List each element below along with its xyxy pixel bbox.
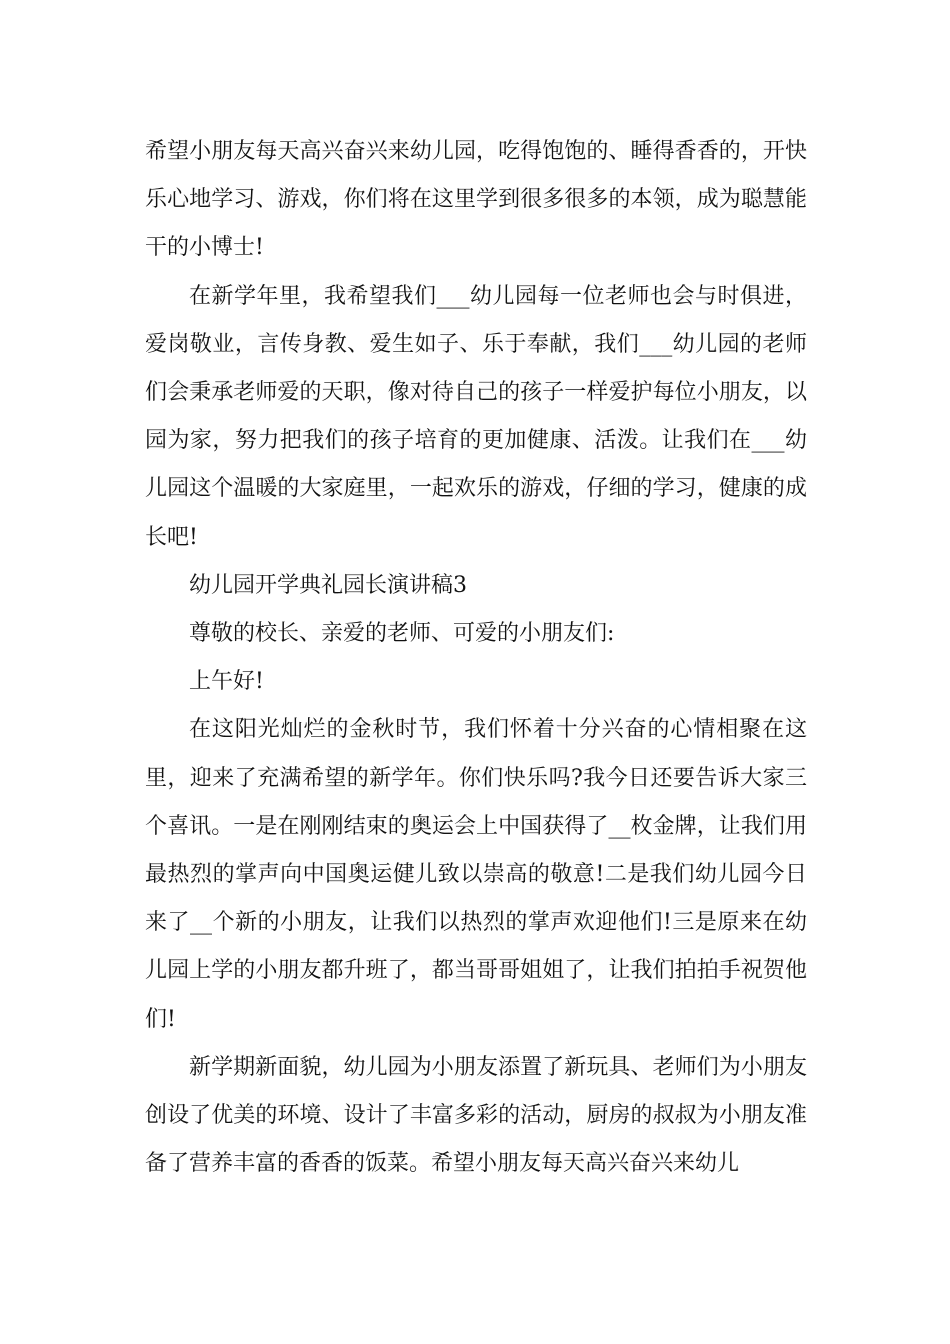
salutation: 尊敬的校长、亲爱的老师、可爱的小朋友们:: [189, 621, 615, 647]
paragraph-3: 在这阳光灿烂的金秋时节，我们怀着十分兴奋的心情相聚在这里，迎来了充满希望的新学年。你们快乐吗?我今日还要告诉大家三个喜讯。一是在刚刚结束的奥运会上中国获得了__枚金牌，让我们用最热烈的掌声向中国奥运健儿致以崇高的敬意!二是我们幼儿园今日来了__个新的小朋友，让我们以热烈的掌声欢迎他们!三是原来在幼儿园上学的小朋友都升班了，都当哥哥姐姐了，让我们拍拍手祝贺他们!: [145, 717, 807, 1032]
paragraph-2: 在新学年里，我希望我们___幼儿园每一位老师也会与时俱进，爱岗敬业，言传身教、爱生如子、乐于奉献，我们___幼儿园的老师们会秉承老师爱的天职，像对待自己的孩子一样爱护每位小朋友，以园为家，努力把我们的孩子培育的更加健康、活泼。让我们在___幼儿园这个温暖的大家庭里，一起欢乐的游戏，仔细的学习，健康的成长吧!: [145, 283, 807, 550]
paragraph-4: 新学期新面貌，幼儿园为小朋友添置了新玩具、老师们为小朋友创设了优美的环境、设计了丰富多彩的活动，厨房的叔叔为小朋友准备了营养丰富的香香的饭菜。希望小朋友每天高兴奋兴来幼儿: [145, 1054, 807, 1177]
document-body: [145, 128, 807, 1188]
greeting: 上午好!: [189, 669, 264, 695]
section-title: 幼儿园开学典礼园长演讲稿3: [189, 572, 467, 598]
paragraph-1: 希望小朋友每天高兴奋兴来幼儿园，吃得饱饱的、睡得香香的，开快乐心地学习、游戏，你们将在这里学到很多很多的本领，成为聪慧能干的小博士!: [145, 139, 807, 261]
